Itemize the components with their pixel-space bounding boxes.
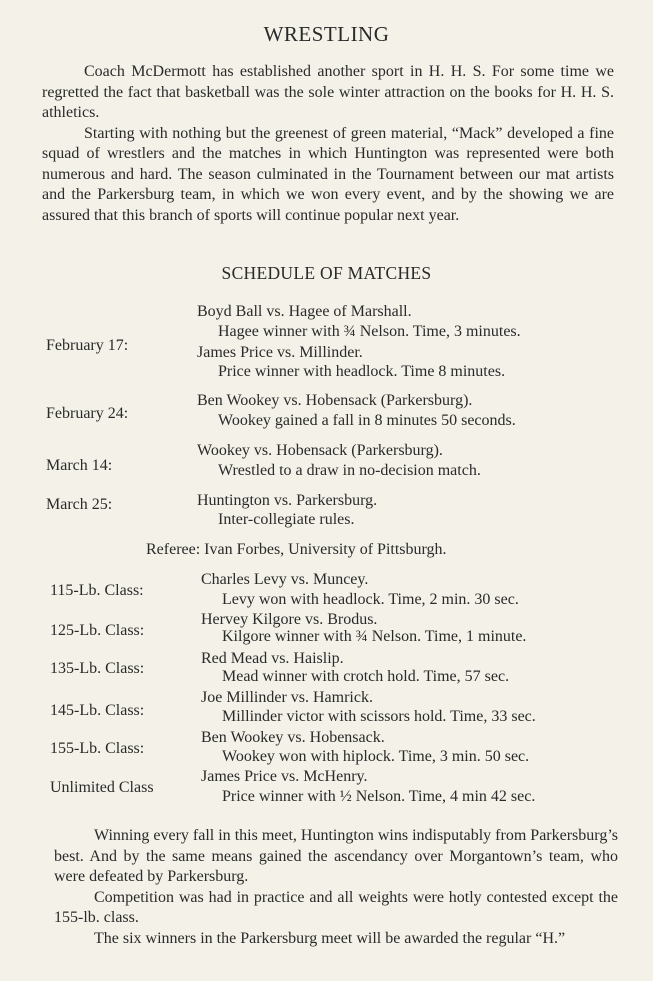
class-match: Hervey Kilgore vs. Brodus. xyxy=(201,611,378,628)
referee-line: Referee: Ivan Forbes, University of Pittsburgh. xyxy=(146,541,447,558)
match-line: James Price vs. Millinder. xyxy=(197,344,363,361)
weight-class-label: 135-Lb. Class: xyxy=(50,660,145,677)
intro-paragraph: Coach McDermott has established another sport in H. H. S. For some time we regretted the fact that basketball was the sole winter attraction on the books for H. H. S. athletics. xyxy=(42,63,614,121)
weight-class-label: Unlimited Class xyxy=(50,779,154,796)
schedule-date: March 25: xyxy=(46,496,113,513)
weight-class-label: 125-Lb. Class: xyxy=(50,622,145,639)
match-line: Ben Wookey vs. Hobensack (Parkersburg). xyxy=(197,392,473,409)
match-result: Inter-collegiate rules. xyxy=(218,511,355,528)
match-line: Boyd Ball vs. Hagee of Marshall. xyxy=(197,303,412,320)
match-result: Hagee winner with ¾ Nelson. Time, 3 minutes. xyxy=(218,323,521,340)
weight-class-label: 145-Lb. Class: xyxy=(50,702,145,719)
closing-paragraph: Competition was had in practice and all weights were hotly contested except the 155-lb. class. xyxy=(54,888,618,926)
class-result: Levy won with headlock. Time, 2 min. 30 sec. xyxy=(222,591,519,608)
closing-text xyxy=(54,826,618,949)
closing-paragraph: Winning every fall in this meet, Huntington wins indisputably from Parkersburg’s best. And by the same means gained the ascendancy over Morgantown’s team, who were defeated by Parkersburg. xyxy=(54,827,618,885)
schedule-heading: SCHEDULE OF MATCHES xyxy=(221,263,432,283)
weight-class-label: 115-Lb. Class: xyxy=(50,582,144,599)
class-result: Mead winner with crotch hold. Time, 57 sec. xyxy=(222,668,510,685)
intro-paragraph: Starting with nothing but the greenest of green material, “Mack” developed a fine squad of wrestlers and the matches in which Huntington was represented were both numerous and hard. The season culminated in the Tournament between our mat artists and the Parkersburg team, in which we won every event, and by the showing we are assured that this branch of sports will continue popular next year. xyxy=(42,124,614,224)
schedule-date: February 17: xyxy=(46,337,129,354)
class-result: Kilgore winner with ¾ Nelson. Time, 1 minute. xyxy=(222,628,527,645)
class-match: Ben Wookey vs. Hobensack. xyxy=(201,729,385,746)
schedule-date: March 14: xyxy=(46,457,113,474)
class-match: Charles Levy vs. Muncey. xyxy=(201,571,369,588)
class-result: Price winner with ½ Nelson. Time, 4 min 42 sec. xyxy=(222,788,536,805)
match-line: Wookey vs. Hobensack (Parkersburg). xyxy=(197,442,443,459)
page-title: WRESTLING xyxy=(263,22,390,46)
match-result: Price winner with headlock. Time 8 minutes. xyxy=(218,363,506,380)
match-result: Wrestled to a draw in no-decision match. xyxy=(218,462,481,479)
match-line: Huntington vs. Parkersburg. xyxy=(197,492,378,509)
match-result: Wookey gained a fall in 8 minutes 50 seconds. xyxy=(218,412,516,429)
class-match: Red Mead vs. Haislip. xyxy=(201,650,344,667)
schedule-date: February 24: xyxy=(46,405,129,422)
class-match: Joe Millinder vs. Hamrick. xyxy=(201,689,373,706)
class-result: Millinder victor with scissors hold. Time, 33 sec. xyxy=(222,708,536,725)
weight-class-label: 155-Lb. Class: xyxy=(50,740,145,757)
class-match: James Price vs. McHenry. xyxy=(201,768,368,785)
class-result: Wookey won with hiplock. Time, 3 min. 50 sec. xyxy=(222,748,530,765)
closing-paragraph: The six winners in the Parkersburg meet will be awarded the regular “H.” xyxy=(94,929,566,947)
intro-text xyxy=(42,62,614,226)
